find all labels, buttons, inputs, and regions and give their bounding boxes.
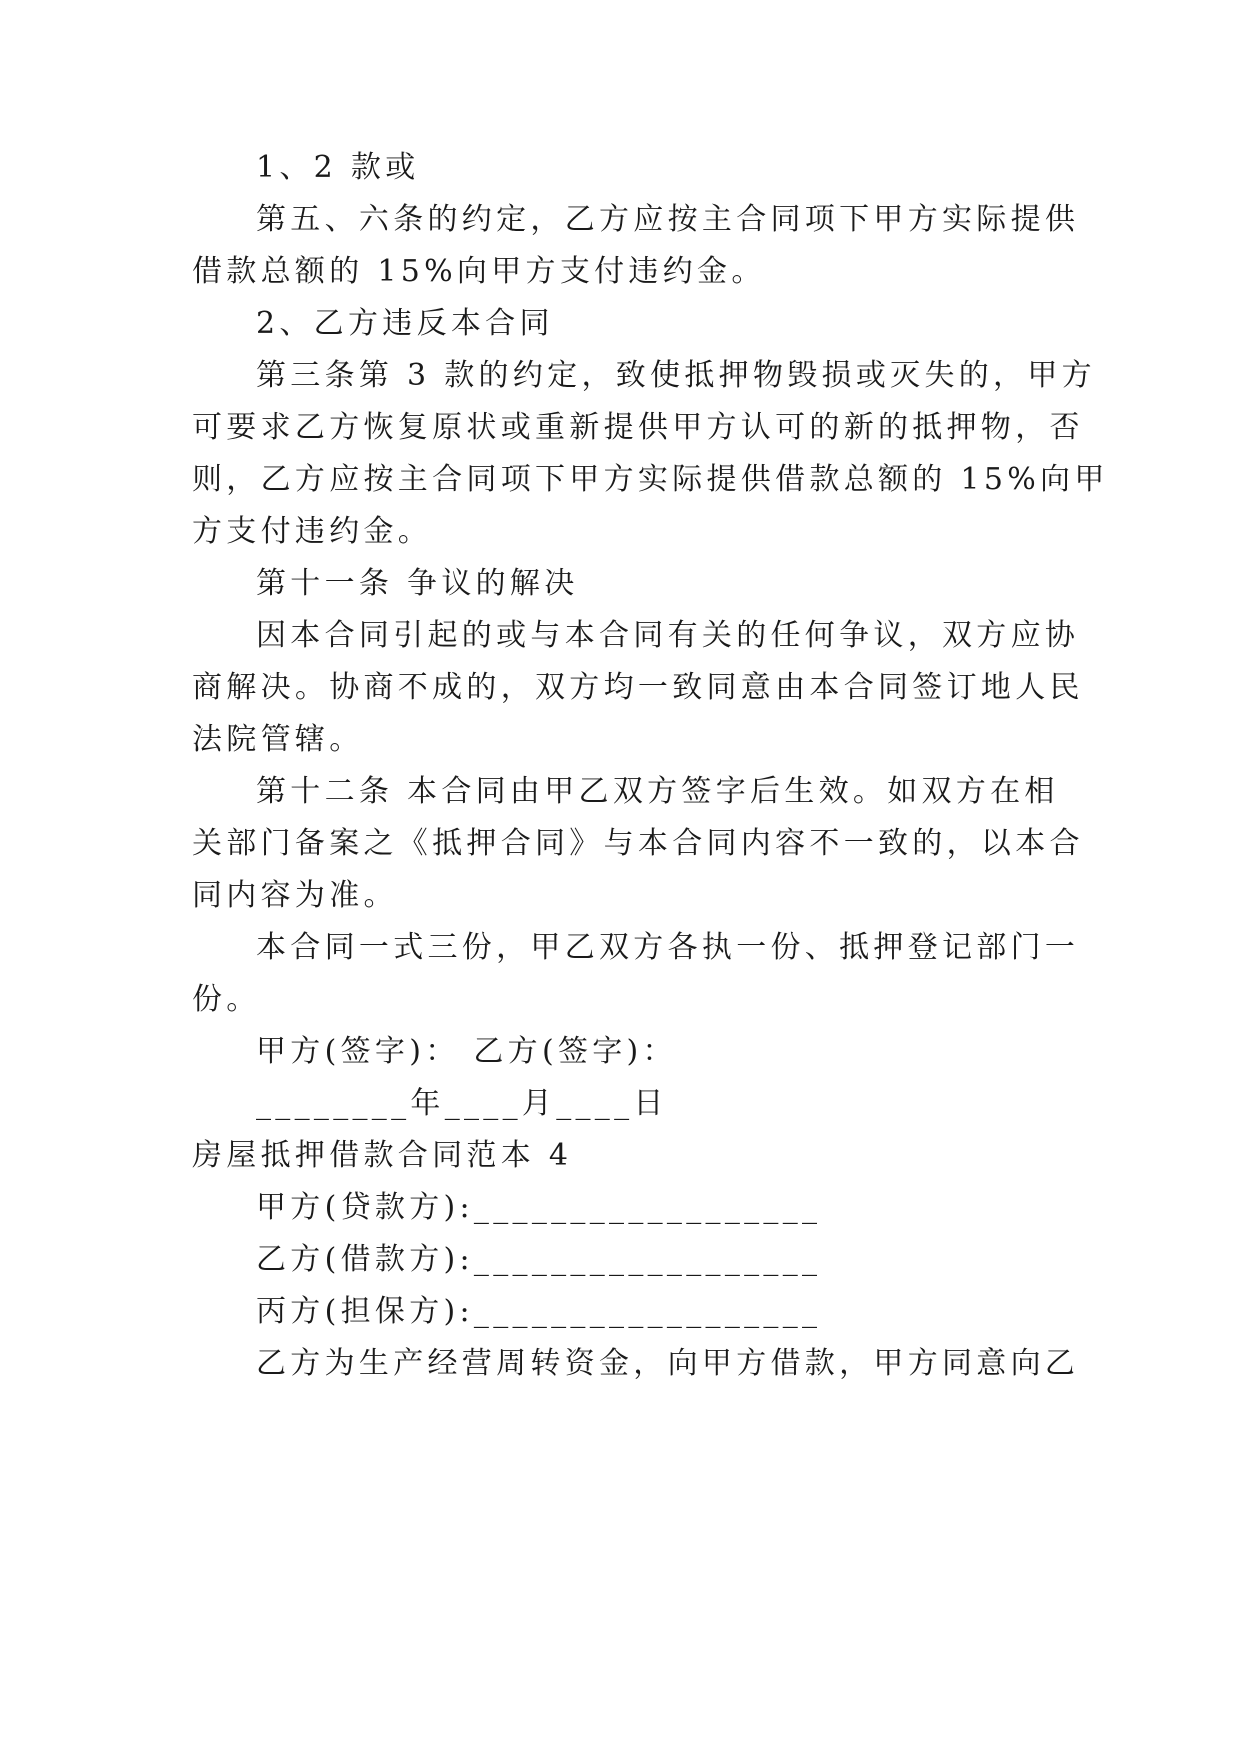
text-line-16: 本合同一式三份，甲乙双方各执一份、抵押登记部门一 (256, 930, 1080, 965)
text-line-8: 方支付违约金。 (192, 514, 433, 549)
party-a-field: 甲方(贷款方):__________________ (256, 1190, 822, 1225)
text-line-4: 2、乙方违反本合同 (256, 306, 554, 341)
section-heading-12: 第十二条 本合同由甲乙双方签字后生效。如双方在相 (256, 774, 1059, 809)
party-c-field: 丙方(担保方):__________________ (256, 1294, 822, 1329)
text-line-7: 则，乙方应按主合同项下甲方实际提供借款总额的 15%向甲 (192, 462, 1109, 497)
text-line-14: 关部门备案之《抵押合同》与本合同内容不一致的，以本合 (192, 826, 1084, 861)
text-line-17: 份。 (192, 982, 261, 1017)
text-line-5: 第三条第 3 款的约定，致使抵押物毁损或灭失的，甲方 (256, 358, 1096, 393)
text-line-2: 第五、六条的约定，乙方应按主合同项下甲方实际提供 (256, 202, 1080, 237)
text-line-10: 因本合同引起的或与本合同有关的任何争议，双方应协 (256, 618, 1080, 653)
text-line-1: 1、2 款或 (256, 150, 420, 185)
text-line-11: 商解决。协商不成的，双方均一致同意由本合同签订地人民 (192, 670, 1084, 705)
party-b-field: 乙方(借款方):__________________ (256, 1242, 822, 1277)
text-line-6: 可要求乙方恢复原状或重新提供甲方认可的新的抵押物，否 (192, 410, 1084, 445)
text-line-12: 法院管辖。 (192, 722, 364, 757)
document-title: 房屋抵押借款合同范本 4 (192, 1138, 573, 1173)
section-heading-11: 第十一条 争议的解决 (256, 566, 579, 601)
signature-line: 甲方(签字)： 乙方(签字)： (256, 1034, 677, 1069)
text-line-3: 借款总额的 15%向甲方支付违约金。 (192, 254, 766, 289)
date-line: ________年____月____日 (256, 1086, 668, 1121)
text-line-24: 乙方为生产经营周转资金，向甲方借款，甲方同意向乙 (256, 1346, 1080, 1381)
text-line-15: 同内容为准。 (192, 878, 398, 913)
